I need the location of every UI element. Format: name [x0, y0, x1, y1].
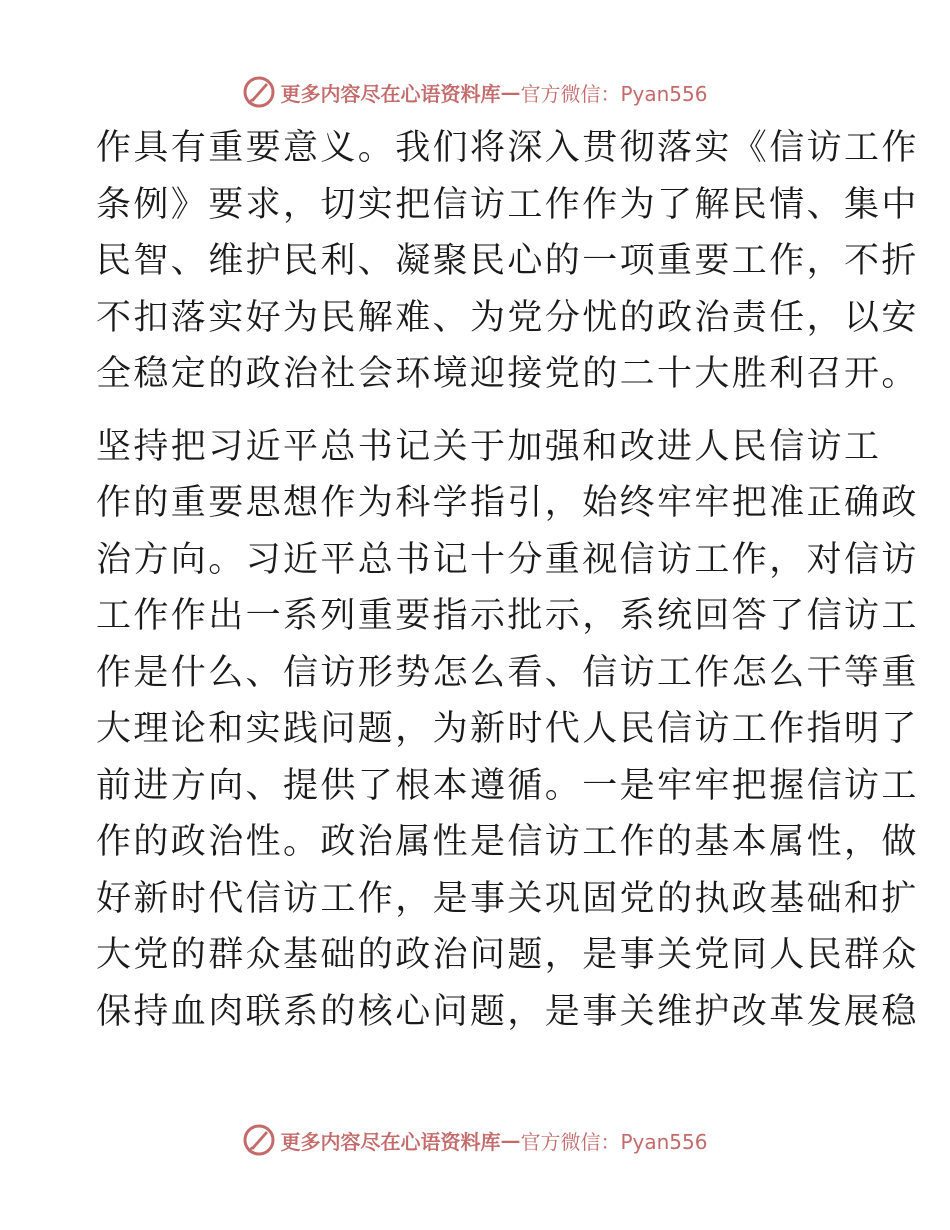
watermark-main-text: 更多内容尽在心语资料库 — [280, 1129, 501, 1154]
text-line: 不扣落实好为民解难、为党分忧的政治责任，以安 — [96, 297, 919, 338]
watermark-dash: — — [500, 80, 521, 104]
quill-logo-icon — [242, 1123, 276, 1157]
text-line: 民智、维护民利、凝聚民心的一项重要工作，不折 — [96, 241, 919, 281]
paragraph-spacer — [96, 409, 856, 425]
watermark-main-text: 更多内容尽在心语资料库 — [280, 81, 501, 106]
text-line: 作的重要思想作为科学指引，始终牢牢把准正确政 — [96, 483, 919, 523]
text-line: 前进方向、提供了根本遵循。一是牢牢把握信访工 — [96, 765, 919, 806]
watermark-dash: — — [500, 1128, 521, 1152]
watermark-sub-text: 官方微信：Pyan556 — [520, 1129, 708, 1154]
quill-logo-icon — [242, 75, 276, 109]
document-body — [96, 126, 919, 1046]
text-line: 作是什么、信访形势怎么看、信访工作怎么干等重 — [96, 652, 919, 693]
text-line: 大党的群众基础的政治问题，是事关党同人民群众 — [96, 935, 919, 975]
footer-watermark — [0, 1120, 950, 1160]
paragraph-1 — [96, 126, 919, 409]
text-line: 全稳定的政治社会环境迎接党的二十大胜利召开。 — [96, 354, 919, 394]
text-line: 好新时代信访工作，是事关巩固党的执政基础和扩 — [96, 878, 919, 919]
header-watermark — [0, 72, 950, 112]
watermark-sub-text: 官方微信：Pyan556 — [520, 81, 708, 106]
text-line: 保持血肉联系的核心问题，是事关维护改革发展稳 — [96, 991, 919, 1032]
text-line: 作具有重要意义。我们将深入贯彻落实《信访工作 — [96, 128, 919, 168]
text-line: 作的政治性。政治属性是信访工作的基本属性，做 — [96, 822, 919, 862]
text-line: 工作作出一系列重要指示批示，系统回答了信访工 — [96, 596, 919, 636]
text-line: 坚持把习近平总书记关于加强和改进人民信访工 — [96, 426, 882, 467]
text-line: 条例》要求，切实把信访工作作为了解民情、集中 — [96, 184, 919, 225]
paragraph-2 — [96, 425, 919, 1047]
text-line: 大理论和实践问题，为新时代人民信访工作指明了 — [96, 709, 919, 749]
text-line: 治方向。习近平总书记十分重视信访工作，对信访 — [96, 539, 919, 580]
